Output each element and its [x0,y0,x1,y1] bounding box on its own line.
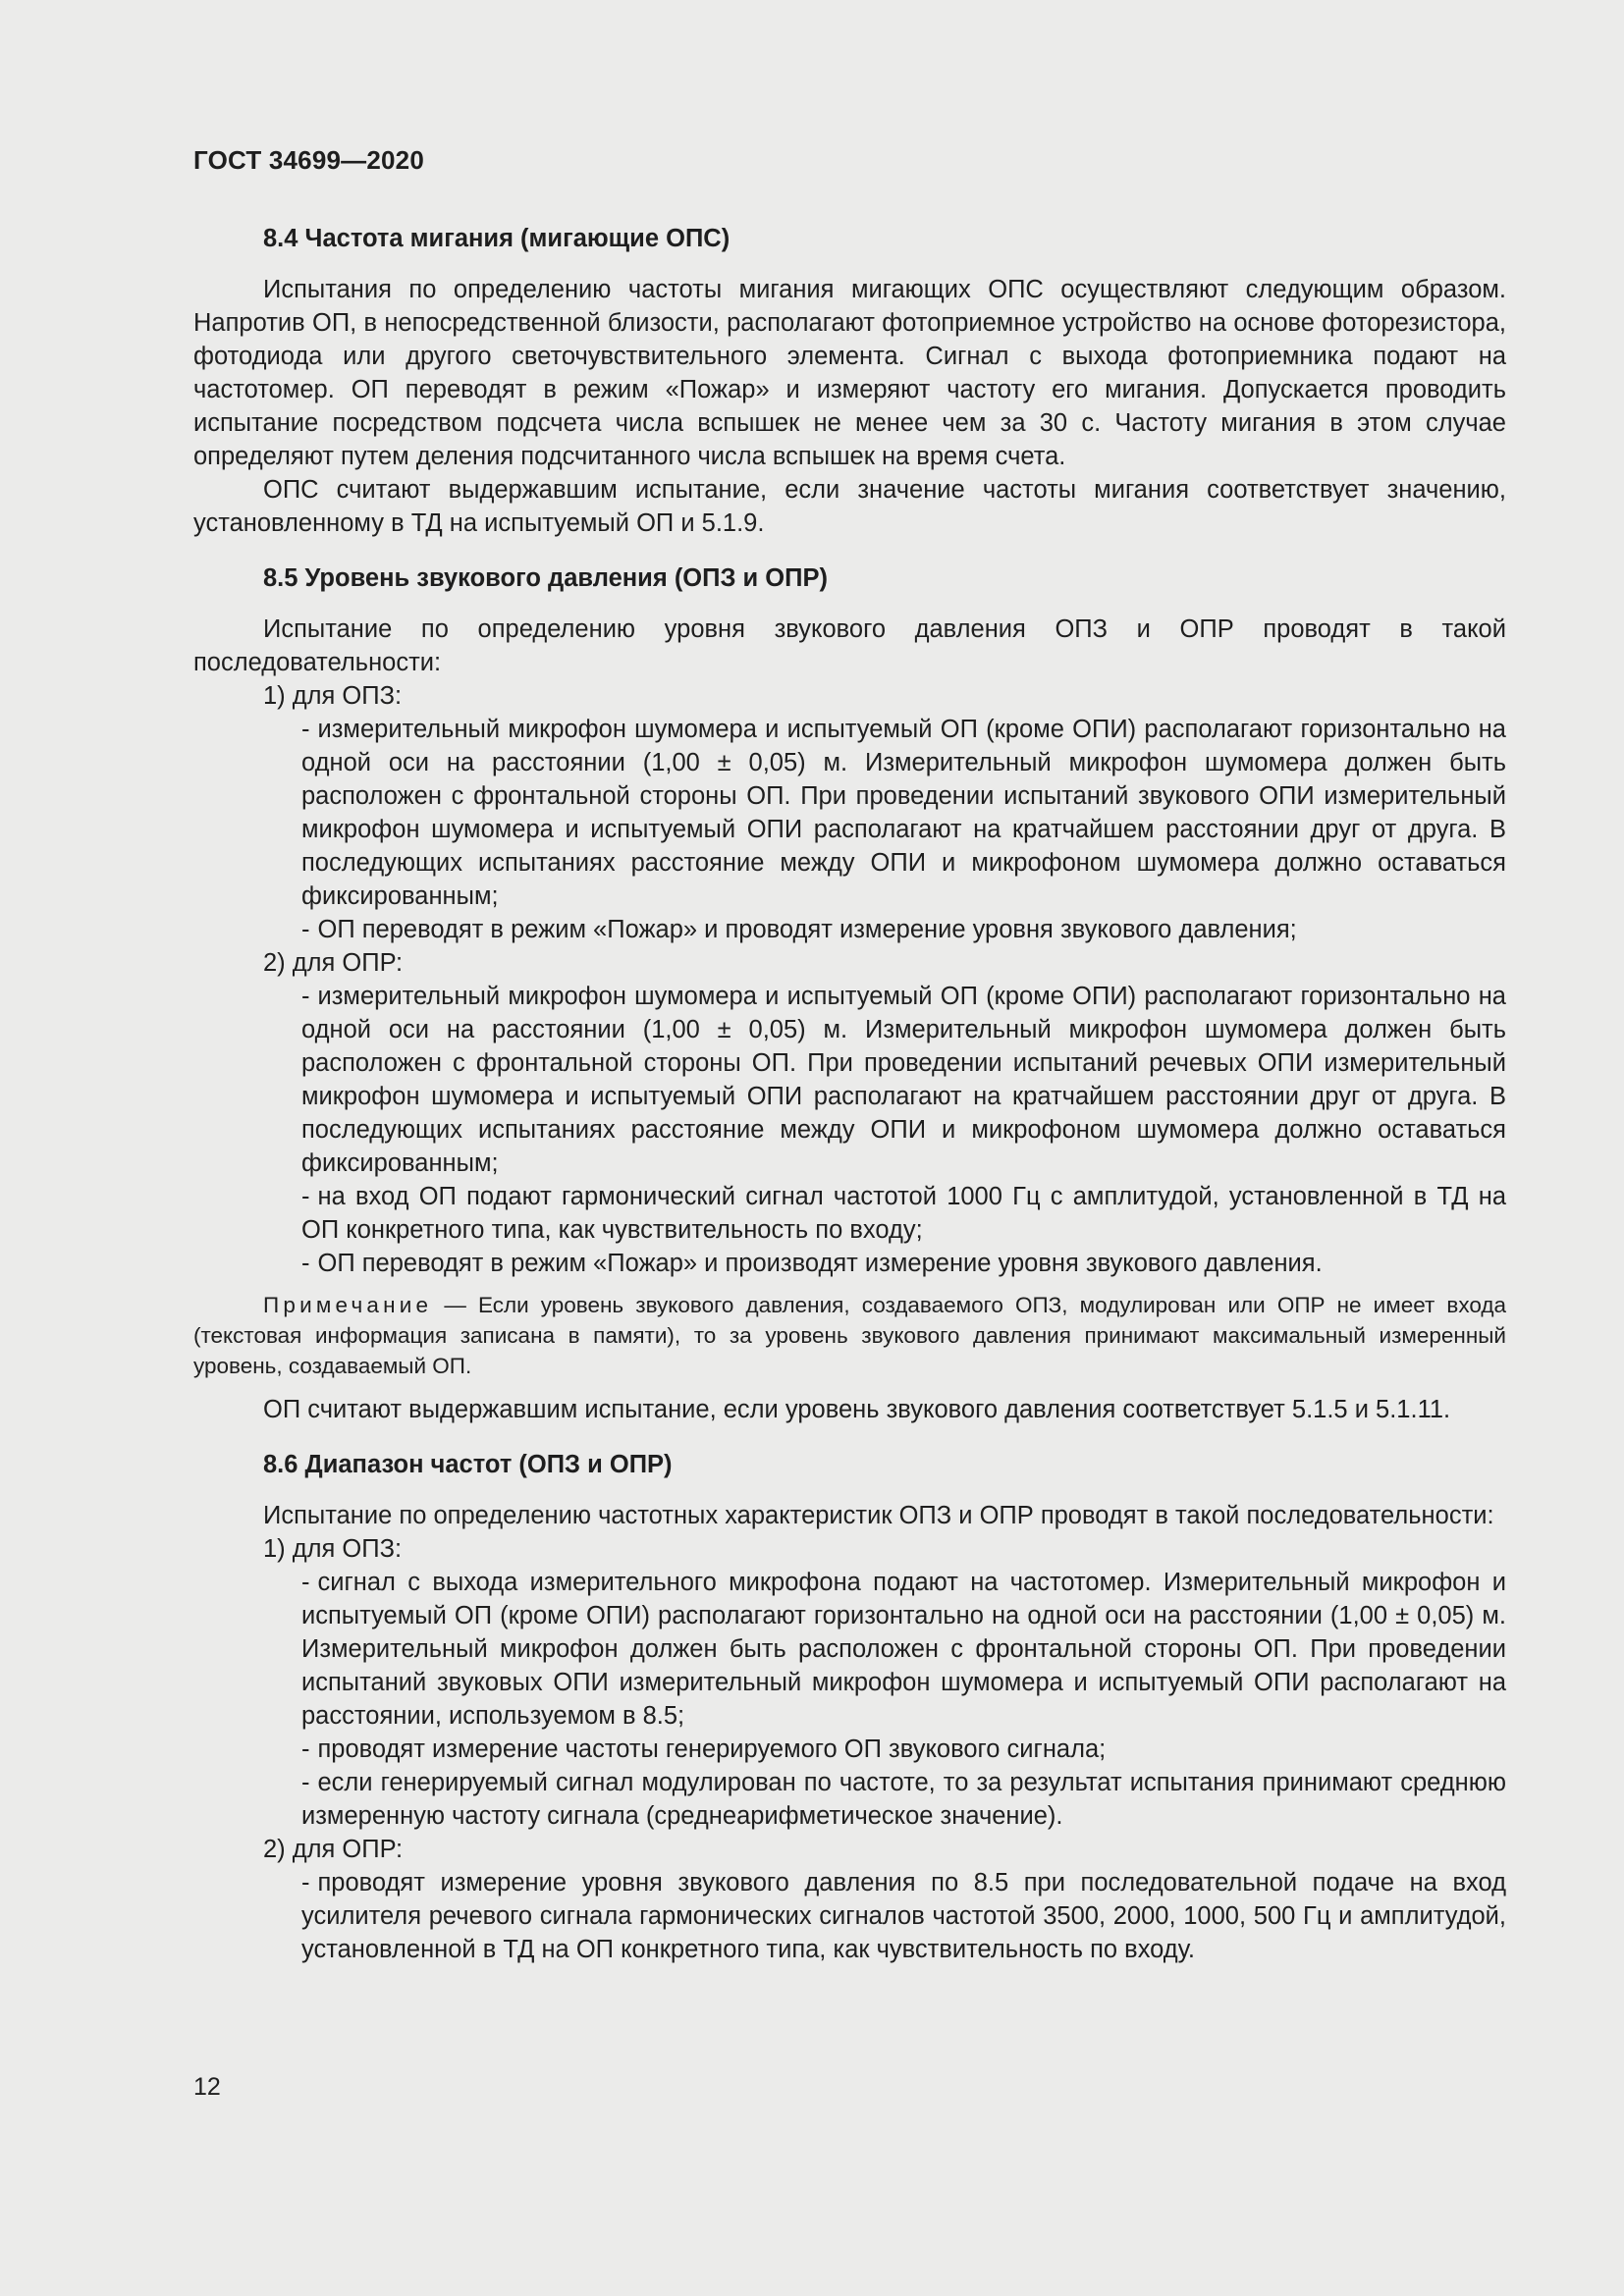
section-8-4-title: 8.4 Частота мигания (мигающие ОПС) [263,225,731,252]
list-text: сигнал с выхода измерительного микрофона подают на частотомер. Измерительный микрофон и испытуемый ОП (кроме ОПИ) располагают горизонтально на одной оси на расстоянии (1,00 ± 0,05) м. Измерительный микрофон должен быть расположен с фронтальной стороны ОП. При проведении испытаний звуковых ОПИ измерительный микрофон шумомера и испытуемый ОПИ располагают на расстоянии, используемом в 8.5; [301,1569,1506,1730]
section-8-6-item-1-dash-c [193,1766,1506,1833]
list-dash: - [301,1769,310,1796]
list-dash: - [301,916,310,943]
section-8-4-paragraph-1: Испытания по определению частоты мигания мигающих ОПС осуществляют следующим образом. Напротив ОП, в непосредственной близости, располагают фотоприемное устройство на основе фоторезистора, фотодиода или другого светочувствительного элемента. Сигнал с выхода фотоприемника подают на частотомер. ОП переводят в режим «Пожар» и измеряют частоту его мигания. Допускается проводить испытание посредством подсчета числа вспышек не менее чем за 30 с. Частоту мигания в этом случае определяют путем деления подсчитанного числа вспышек на время счета. [193,276,1506,470]
list-dash: - [301,716,310,743]
page-number: 12 [193,2073,221,2101]
section-8-5-item-2-dash-b [193,1180,1506,1247]
section-8-4-paragraph-2: ОПС считают выдержавшим испытание, если значение частоты мигания соответствует значению, установленному в ТД на испытуемый ОП и 5.1.9. [193,476,1506,537]
list-dash: - [301,1569,310,1596]
list-text: на вход ОП подают гармонический сигнал частотой 1000 Гц с амплитудой, установленной в ТД на ОП конкретного типа, как чувствительность по входу; [301,1183,1506,1244]
section-8-5-item-1-dash-a [193,713,1506,913]
note-label: Примечание [263,1293,433,1317]
section-8-5-title: 8.5 Уровень звукового давления (ОПЗ и ОПР) [263,564,828,592]
list-dash: - [301,1735,310,1763]
list-dash: - [301,1250,310,1277]
document-header: ГОСТ 34699—2020 [193,145,424,175]
list-dash: - [301,1183,310,1210]
section-8-5-note [193,1290,1506,1381]
section-8-5-item-2: 2) для ОПР: [263,949,404,977]
section-8-5-item-2-dash-c [193,1247,1506,1280]
section-8-6-item-1-dash-a [193,1566,1506,1733]
section-8-5-intro: Испытание по определению уровня звукового давления ОПЗ и ОПР проводят в такой последовательности: [193,615,1506,676]
section-8-5-item-2-dash-a [193,980,1506,1180]
list-text: ОП переводят в режим «Пожар» и проводят измерение уровня звукового давления; [317,916,1297,943]
list-text: ОП переводят в режим «Пожар» и производят измерение уровня звукового давления. [317,1250,1323,1277]
note-text: — Если уровень звукового давления, создаваемого ОПЗ, модулирован или ОПР не имеет входа (текстовая информация записана в памяти), то за уровень звукового давления принимают максимальный измеренный уровень, создаваемый ОП. [193,1293,1506,1378]
section-8-5-item-1: 1) для ОПЗ: [263,682,403,710]
section-8-6-item-1: 1) для ОПЗ: [263,1535,403,1563]
list-text: если генерируемый сигнал модулирован по частоте, то за результат испытания принимают среднюю измеренную частоту сигнала (среднеарифметическое значение). [301,1769,1506,1830]
list-text: измерительный микрофон шумомера и испытуемый ОП (кроме ОПИ) располагают горизонтально на одной оси на расстоянии (1,00 ± 0,05) м. Измерительный микрофон шумомера должен быть расположен с фронтальной стороны ОП. При проведении испытаний звукового ОПИ измерительный микрофон шумомера и испытуемый ОПИ располагают на кратчайшем расстоянии друг от друга. В последующих испытаниях расстояние между ОПИ и микрофоном шумомера должно оставаться фиксированным; [301,716,1506,910]
list-text: проводят измерение частоты генерируемого ОП звукового сигнала; [317,1735,1107,1763]
section-8-6-title: 8.6 Диапазон частот (ОПЗ и ОПР) [263,1451,673,1478]
list-text: измерительный микрофон шумомера и испытуемый ОП (кроме ОПИ) располагают горизонтально на одной оси на расстоянии (1,00 ± 0,05) м. Измерительный микрофон шумомера должен быть расположен с фронтальной стороны ОП. При проведении испытаний речевых ОПИ измерительный микрофон шумомера и испытуемый ОПИ располагают на кратчайшем расстоянии друг от друга. В последующих испытаниях расстояние между ОПИ и микрофоном шумомера должно оставаться фиксированным; [301,983,1506,1177]
section-8-6-item-2-dash-a [193,1866,1506,1966]
section-8-6-intro: Испытание по определению частотных характеристик ОПЗ и ОПР проводят в такой последовательности: [263,1502,1494,1529]
list-dash: - [301,1869,310,1896]
section-8-6-item-1-dash-b [193,1733,1506,1766]
section-8-5-conclusion: ОП считают выдержавшим испытание, если уровень звукового давления соответствует 5.1.5 и 5.1.11. [263,1396,1451,1423]
list-dash: - [301,983,310,1010]
section-8-5-item-1-dash-b [193,913,1506,946]
section-8-6-item-2: 2) для ОПР: [263,1836,404,1863]
list-text: проводят измерение уровня звукового давления по 8.5 при последовательной подаче на вход усилителя речевого сигнала гармонических сигналов частотой 3500, 2000, 1000, 500 Гц и амплитудой, установленной в ТД на ОП конкретного типа, как чувствительность по входу. [301,1869,1506,1963]
page-content [193,222,1506,1966]
